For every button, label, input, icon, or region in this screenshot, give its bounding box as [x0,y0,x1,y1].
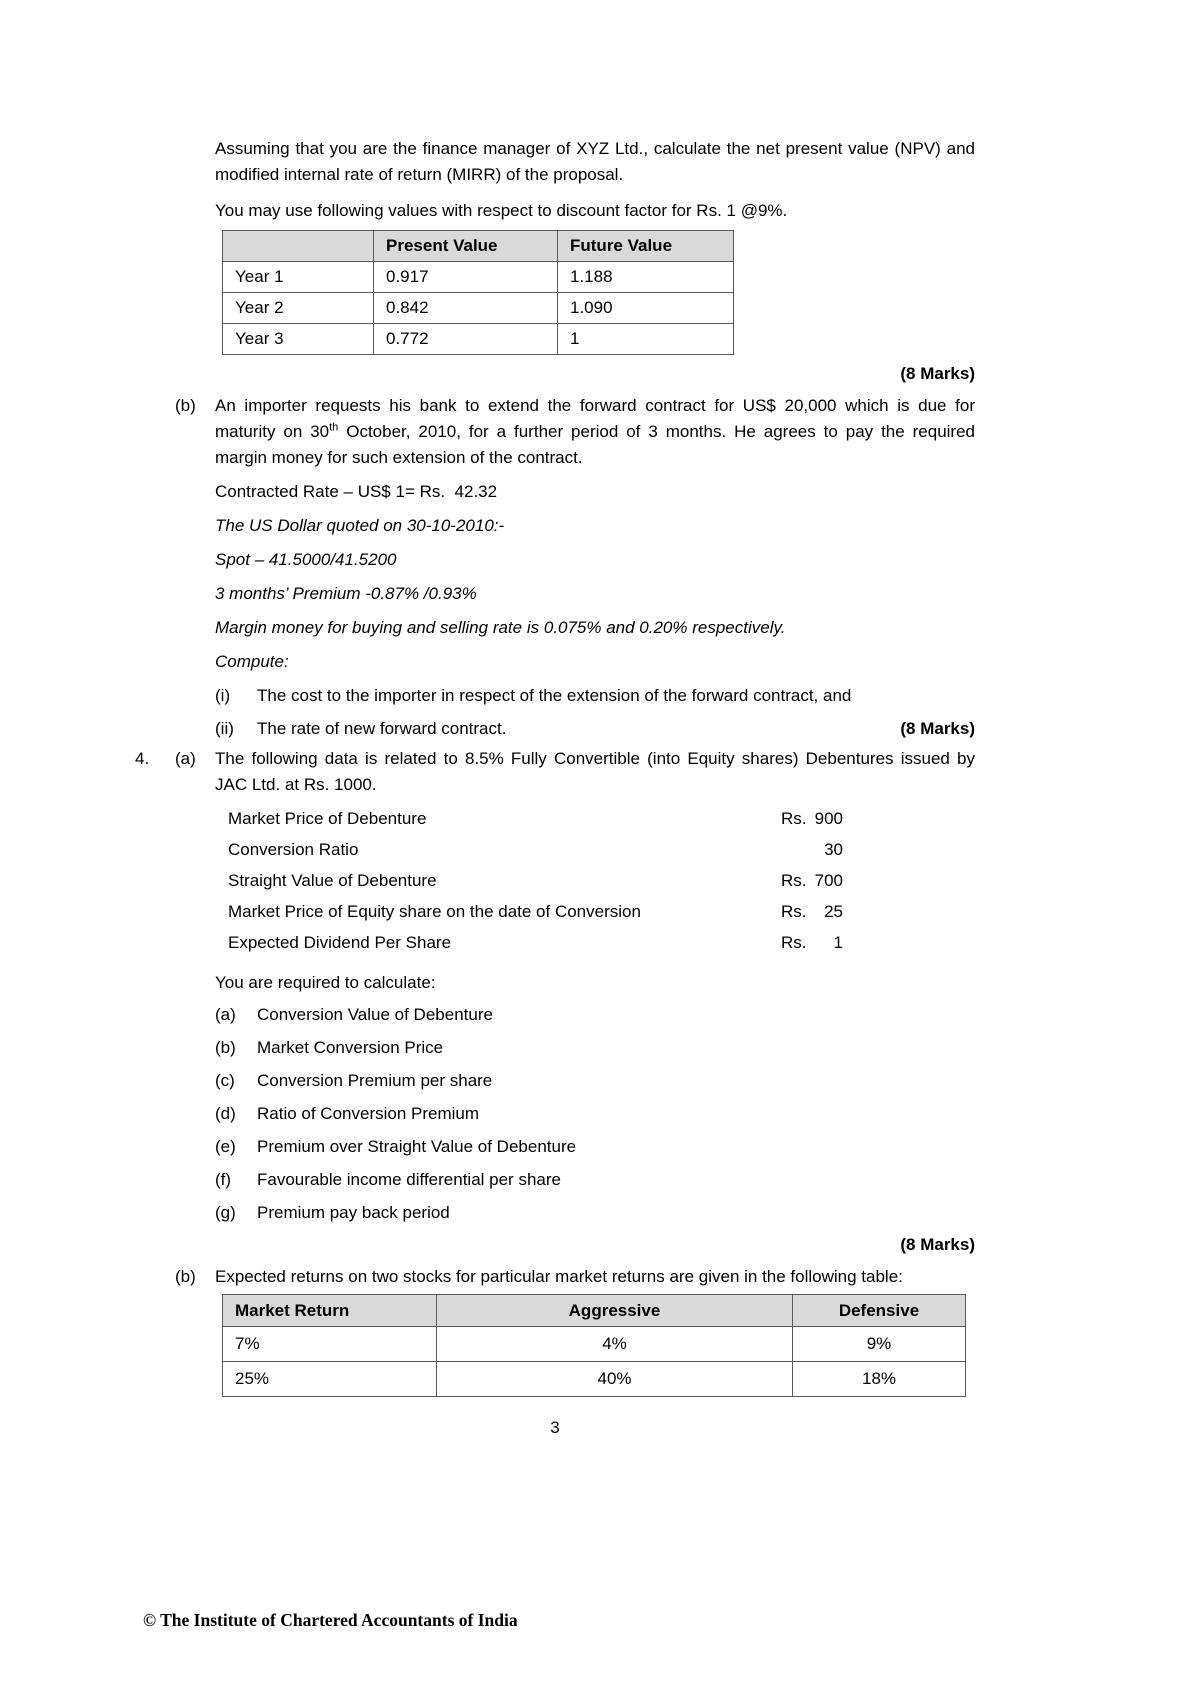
item-text: The cost to the importer in respect of the extension of the forward contract, and [257,686,852,705]
spot-rate-line: Spot – 41.5000/41.5200 [215,550,397,569]
usd-quote-line: The US Dollar quoted on 30-10-2010:- [215,516,505,535]
table-row [223,324,734,355]
calc-item-f [215,1167,975,1193]
header-cell-market-return: Market Return [223,1295,437,1327]
data-label: Conversion Ratio [228,840,359,859]
header-cell-blank [223,231,374,262]
currency-label: Rs. [781,809,807,828]
table-row [223,262,734,293]
data-row [228,837,843,863]
currency-label: Rs. [781,902,807,921]
cell-year: Year 2 [223,293,374,324]
premium-line: 3 months’ Premium -0.87% /0.93% [215,584,477,603]
item-label: (b) [215,1038,236,1057]
q4a-label: (a) [175,749,196,768]
item-text: Premium over Straight Value of Debenture [257,1137,577,1156]
q3b-item-ii [215,716,975,742]
table-header-row [223,231,734,262]
data-value [781,930,843,956]
value-number: 700 [814,871,843,890]
q4-number: 4. [135,749,150,768]
margin-money-line: Margin money for buying and selling rate is 0.075% and 0.20% respectively. [215,618,786,637]
item-label: (g) [215,1203,236,1222]
data-label: Straight Value of Debenture [228,871,437,890]
header-cell-future-value: Future Value [558,231,734,262]
cell-aggressive: 40% [437,1362,793,1397]
item-label: (ii) [215,719,234,738]
q4a-marks: (8 Marks) [900,1235,975,1254]
compute-label: Compute: [215,652,289,671]
cell-future-value: 1.090 [558,293,734,324]
cell-market-return: 7% [223,1327,437,1362]
q4b-label: (b) [175,1267,196,1286]
calc-item-b [215,1035,975,1061]
calc-item-d [215,1101,975,1127]
q3b-label: (b) [175,396,196,415]
item-label: (c) [215,1071,235,1090]
discount-factor-table [222,230,734,355]
cell-defensive: 9% [793,1327,966,1362]
calc-item-g [215,1200,975,1226]
cell-present-value: 0.772 [374,324,558,355]
data-label: Expected Dividend Per Share [228,933,452,952]
q3b-marks: (8 Marks) [900,719,975,738]
currency-label: Rs. [781,933,807,952]
item-text: Ratio of Conversion Premium [257,1104,480,1123]
debenture-data-list [228,806,843,956]
cell-year: Year 3 [223,324,374,355]
contracted-rate-line: Contracted Rate – US$ 1= Rs. 42.32 [215,482,498,501]
item-label: (e) [215,1137,236,1156]
data-value [781,837,843,863]
copyright-footer: © The Institute of Chartered Accountants of India [143,1610,518,1630]
calc-item-e [215,1134,975,1160]
header-cell-defensive: Defensive [793,1295,966,1327]
q3a-discount-note: You may use following values with respect to discount factor for Rs. 1 @9%. [215,201,788,220]
cell-future-value: 1 [558,324,734,355]
data-label: Market Price of Equity share on the date of Conversion [228,902,641,921]
item-text: Market Conversion Price [257,1038,444,1057]
q3b-text-end: October, 2010, for a further period of 3 months. He agrees to pay the required margin money for such extension of the contract. [215,422,975,467]
cell-future-value: 1.188 [558,262,734,293]
item-label: (d) [215,1104,236,1123]
item-text: The rate of new forward contract. [257,719,507,738]
q3b-item-i [215,683,975,709]
item-text: Favourable income differential per share [257,1170,561,1189]
value-number: 1 [833,933,843,952]
currency-label: Rs. [781,871,807,890]
calc-item-c [215,1068,975,1094]
value-number: 25 [824,902,843,921]
page-content [135,136,975,1441]
data-label: Market Price of Debenture [228,809,427,828]
ordinal-superscript: th [329,421,339,434]
table-row [223,293,734,324]
cell-present-value: 0.842 [374,293,558,324]
header-cell-aggressive: Aggressive [437,1295,793,1327]
cell-year: Year 1 [223,262,374,293]
expected-returns-table [222,1294,966,1397]
table-row [223,1362,966,1397]
q3b-paragraph [215,393,975,471]
item-text: Conversion Premium per share [257,1071,493,1090]
item-label: (a) [215,1005,236,1024]
q4a-question [135,746,975,798]
item-text: Conversion Value of Debenture [257,1005,493,1024]
cell-aggressive: 4% [437,1327,793,1362]
data-row [228,868,843,894]
value-number: 900 [814,809,843,828]
item-text: Premium pay back period [257,1203,450,1222]
data-row [228,930,843,956]
header-cell-present-value: Present Value [374,231,558,262]
data-row [228,806,843,832]
value-number: 30 [824,840,843,859]
calc-item-a [215,1002,975,1028]
data-row [228,899,843,925]
q4a-paragraph: The following data is related to 8.5% Fully Convertible (into Equity shares) Debentures issued by JAC Ltd. at Rs. 1000. [215,749,975,794]
cell-defensive: 18% [793,1362,966,1397]
q3b-question [135,393,975,471]
data-value [781,806,843,832]
cell-present-value: 0.917 [374,262,558,293]
q4b-paragraph: Expected returns on two stocks for particular market returns are given in the following table: [215,1267,903,1286]
item-label: (f) [215,1170,232,1189]
item-label: (i) [215,686,231,705]
table-row [223,1327,966,1362]
q3a-marks: (8 Marks) [900,364,975,383]
calc-intro: You are required to calculate: [215,973,436,992]
cell-market-return: 25% [223,1362,437,1397]
page-number: 3 [550,1418,560,1437]
q3b-text-start: An importer requests his bank to extend the forward contract for US$ 20,000 which is due for maturity on 30 [215,396,975,441]
data-value [781,899,843,925]
data-value [781,868,843,894]
q4b-question [135,1264,975,1290]
table-header-row [223,1295,966,1327]
q3a-paragraph: Assuming that you are the finance manager of XYZ Ltd., calculate the net present value (NPV) and modified internal rate of return (MIRR) of the proposal. [215,139,975,184]
